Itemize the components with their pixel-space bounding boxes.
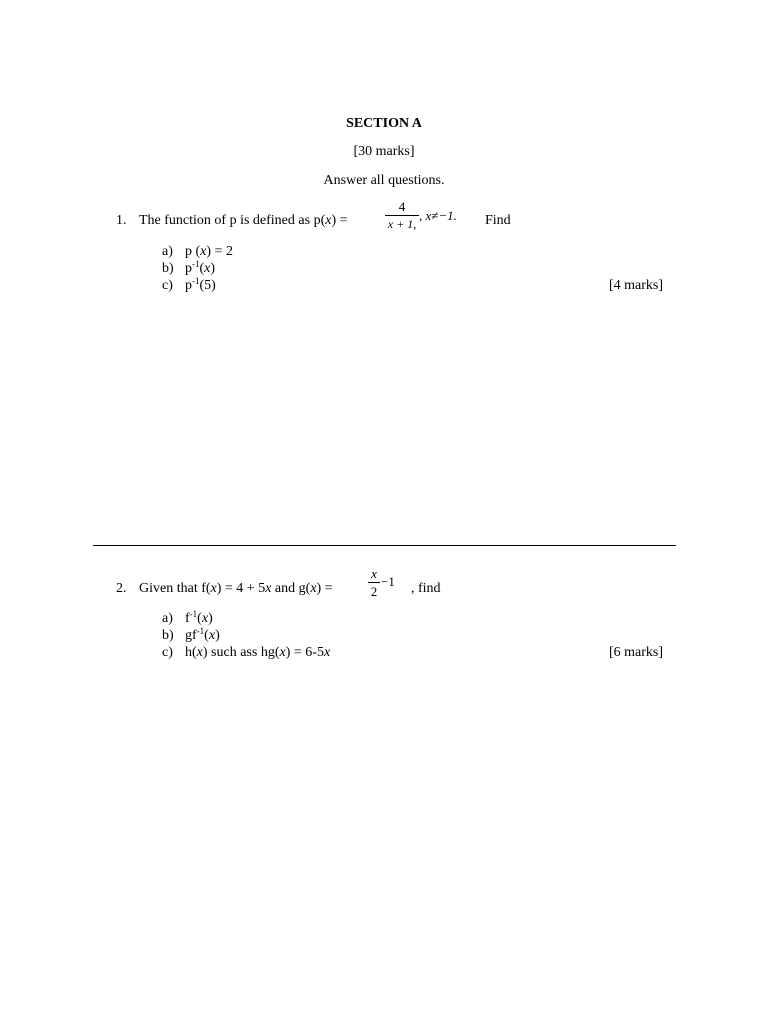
question-2-part-a-label: a) <box>162 611 173 626</box>
question-1-fraction <box>385 200 419 230</box>
question-1-stem-var: x <box>325 213 332 228</box>
question-2-fraction-bar <box>368 582 380 583</box>
question-2-fraction <box>368 567 380 598</box>
question-1-stem <box>139 214 348 228</box>
question-1-marks: [4 marks] <box>608 278 663 293</box>
question-1-condition: , x≠−1. <box>419 208 457 223</box>
question-1-part-a-label: a) <box>162 244 173 259</box>
question-1-stem-text: The function of p is defined as p( <box>139 213 326 228</box>
question-1-part-c-text: $p^{-1}(5)$ <box>185 276 216 293</box>
question-2-fraction-denominator: 2 <box>370 584 378 599</box>
question-1-fraction-bar <box>385 215 419 216</box>
section-title: SECTION A <box>346 116 422 131</box>
question-2-part-b-text: $gf^{-1}(x)$ <box>185 626 220 643</box>
question-1-find: Find <box>485 213 511 228</box>
question-2-fraction-numerator: x <box>371 566 377 581</box>
question-2-number: 2. <box>116 581 127 596</box>
question-1-fraction-numerator: 4 <box>398 199 406 214</box>
question-2-part-c-text: h(x) such ass hg(x) = 6-5x <box>185 645 331 660</box>
question-2-part-b-label: b) <box>162 628 174 643</box>
question-1-stem-end: ) = <box>331 213 348 228</box>
question-2-find: , find <box>411 581 441 596</box>
question-1-fraction-denominator: x + 1, <box>387 217 417 231</box>
question-1-part-b-label: b) <box>162 261 174 276</box>
question-1-part-c-label: c) <box>162 278 173 293</box>
question-2-marks: [6 marks] <box>608 645 663 660</box>
total-marks: [30 marks] <box>353 144 415 159</box>
question-1-number: 1. <box>116 213 127 228</box>
question-1-part-b-text: $p^{-1}(x)$ <box>185 259 216 276</box>
question-2-fraction-tail: −1 <box>381 574 395 589</box>
question-2-part-a-text: $f^{-1}(x)$ <box>185 609 213 626</box>
question-2-stem: Given that f(x) = 4 + 5x and g(x) = <box>139 581 333 596</box>
section-divider <box>93 545 676 546</box>
instruction-text: Answer all questions. <box>323 173 445 188</box>
question-2-part-c-label: c) <box>162 645 173 660</box>
question-1-part-a-text: p (x) = 2 <box>185 244 233 259</box>
